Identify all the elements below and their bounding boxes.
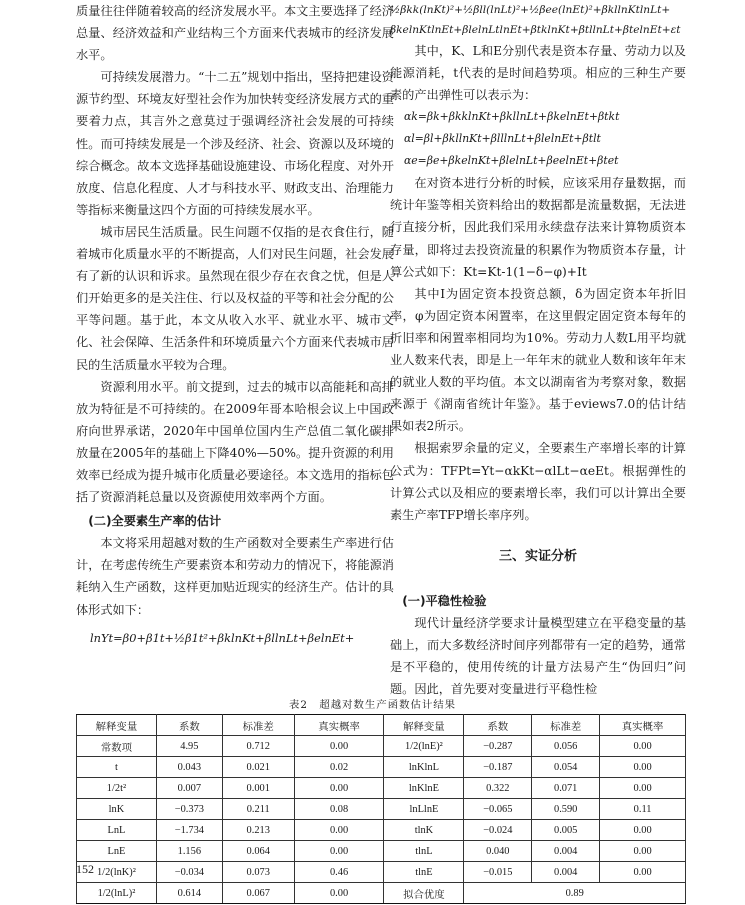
table-cell: −0.065 — [464, 799, 532, 820]
table-cell: −0.287 — [464, 736, 532, 757]
table-cell: tlnE — [384, 862, 464, 883]
table-cell: 0.004 — [532, 841, 600, 862]
table-row — [77, 883, 686, 904]
paragraph-depreciation: 其中I为固定资本投资总额，δ为固定资本年折旧率，φ为固定资本闲置率，在这里假定固定资本每年的折旧率和闲置率相同均为10%。劳动力人数L用平均就业人数来代表，即是上一年年末的就业人数和该年年末的就业人数的平均值。本文以湖南省为考察对象，数据来源于《湖南省统计年鉴》。基于eviews7.0的估计结果如表2所示。 — [390, 286, 686, 434]
table-cell: 1/2(lnL)² — [77, 883, 157, 904]
header-cell: 标准差 — [532, 715, 600, 736]
table-cell: −0.034 — [156, 862, 222, 883]
table-cell: 0.00 — [600, 736, 686, 757]
equation-alpha-l: αl=βl+βkllnKt+βlllnLt+βlelnEt+βtlt — [404, 132, 601, 146]
table-cell: 拟合优度 — [384, 883, 464, 904]
estimation-results-table — [76, 714, 686, 904]
table-cell: 0.021 — [222, 757, 294, 778]
section-heading-empirical: 三、实证分析 — [498, 548, 577, 564]
table-cell: 1/2t² — [77, 778, 157, 799]
table-cell: LnL — [77, 820, 157, 841]
table-cell: 0.00 — [600, 862, 686, 883]
subsection-heading-tfp: (二)全要素生产率的估计 — [88, 514, 222, 529]
header-cell: 解释变量 — [77, 715, 157, 736]
table-row — [77, 736, 686, 757]
table-cell: −0.373 — [156, 799, 222, 820]
table-cell: 0.073 — [222, 862, 294, 883]
paragraph-solow-residual: 根据索罗余量的定义，全要素生产率增长率的计算公式为：TFPt=Yt−αkKt−αlLt−αeEt。根据弹性的计算公式以及相应的要素增长率，我们可以计算出全要素生产率TFP增长率序列。 — [390, 441, 686, 522]
paragraph-variables: 其中，K、L和E分别代表是资本存量、劳动力以及能源消耗，t代表的是时间趋势项。相应的三种生产要素的产出弹性可以表示为： — [390, 44, 686, 103]
equation-translog-part2: ½βkk(lnKt)²+½βll(lnLt)²+½βee(lnEt)²+βkllnKtlnLt+ — [390, 4, 671, 16]
table-caption: 表2 超越对数生产函数估计结果 — [288, 699, 457, 711]
table-cell: −0.187 — [464, 757, 532, 778]
table-cell: 0.071 — [532, 778, 600, 799]
table-cell: −0.015 — [464, 862, 532, 883]
subsection-heading-stationarity: (一)平稳性检验 — [402, 593, 487, 608]
equation-translog-part1: lnYt=β0+β1t+½β1t²+βklnKt+βllnLt+βelnEt+ — [90, 630, 355, 645]
table-cell: 0.004 — [532, 862, 600, 883]
table-cell: 0.001 — [222, 778, 294, 799]
table-cell: 0.040 — [464, 841, 532, 862]
table-cell: lnKlnL — [384, 757, 464, 778]
table-cell: 4.95 — [156, 736, 222, 757]
table-cell: tlnK — [384, 820, 464, 841]
table-cell: 0.211 — [222, 799, 294, 820]
table-cell: 0.00 — [600, 757, 686, 778]
table-cell: 0.712 — [222, 736, 294, 757]
table-cell: 1/2(lnK)² — [77, 862, 157, 883]
header-cell: 标准差 — [222, 715, 294, 736]
table-cell: 0.056 — [532, 736, 600, 757]
table-cell: 0.00 — [600, 778, 686, 799]
table-cell: 0.11 — [600, 799, 686, 820]
table-cell: 0.054 — [532, 757, 600, 778]
equation-alpha-e: αe=βe+βkelnKt+βlelnLt+βeelnEt+βtet — [404, 154, 619, 168]
table-cell: 1.156 — [156, 841, 222, 862]
table-cell: t — [77, 757, 157, 778]
paragraph-economic-level-cont: 质量往往伴随着较高的经济发展水平。本文主要选择了经济总量、经济效益和产业结构三个方面来代表城市的经济发展水平。 — [76, 4, 394, 63]
table-cell: 0.064 — [222, 841, 294, 862]
table-cell: 0.007 — [156, 778, 222, 799]
table-cell: 0.614 — [156, 883, 222, 904]
table-cell: 0.005 — [532, 820, 600, 841]
table-cell: lnLlnE — [384, 799, 464, 820]
table-cell: LnE — [77, 841, 157, 862]
table-cell: 0.322 — [464, 778, 532, 799]
table-cell: −1.734 — [156, 820, 222, 841]
header-cell: 解释变量 — [384, 715, 464, 736]
table-cell: 1/2(lnE)² — [384, 736, 464, 757]
table-cell: 0.00 — [294, 820, 384, 841]
table-cell: 0.00 — [294, 736, 384, 757]
table-cell: 常数项 — [77, 736, 157, 757]
table-row — [77, 841, 686, 862]
table-cell: 0.46 — [294, 862, 384, 883]
paragraph-living-quality: 城市居民生活质量。民生问题不仅指的是衣食住行，随着城市化质量水平的不断提高，人们对民生问题，社会发展有了新的认识和诉求。虽然现在很少存在衣食之忧，但是人们开始更多的是关注住、行以及权益的平等和社会分配的公平等问题。基于此，本文从收入水平、就业水平、城市文化、社会保障、生活条件和环境质量六个方面来代表城市居民的生活质量水平较为合理。 — [76, 224, 394, 372]
header-cell: 系数 — [464, 715, 532, 736]
table-cell: 0.590 — [532, 799, 600, 820]
paragraph-capital-stock: 在对资本进行分析的时候，应该采用存量数据，而统计年鉴等相关资料给出的数据都是流量数据，无法进行直接分析，因此我们采用永续盘存法来计算物质资本存量，即将过去投资流量的积累作为物质资本存量，计算公式如下：Kt=Kt-1(1−δ−φ)+It — [390, 176, 686, 279]
paragraph-sustainability: 可持续发展潜力。“十二五”规划中指出，坚持把建设资源节约型、环境友好型社会作为加快转变经济发展方式的重要着力点，其言外之意莫过于强调经济社会发展的可持续性。而可持续发展是一个涉及经济、社会、资源以及环境的综合概念。故本文选择基础设施建设、市场化程度、对外开放度、信息化程度、人才与科技水平、财政支出、治理能力等指标来衡量这四个方面的可持续发展水平。 — [76, 70, 394, 217]
table-row — [77, 757, 686, 778]
header-cell: 系数 — [156, 715, 222, 736]
page-number: 152 — [76, 862, 94, 876]
left-column — [76, 0, 394, 649]
table-cell: lnKlnE — [384, 778, 464, 799]
table-cell: 0.213 — [222, 820, 294, 841]
table-row — [77, 862, 686, 883]
table-cell: 0.00 — [294, 778, 384, 799]
paragraph-resource-use: 资源利用水平。前文提到，过去的城市以高能耗和高排放为特征是不可持续的。在2009年哥本哈根会议上中国政府向世界承诺，2020年中国单位国内生产总值二氧化碳排放量在2005年的基础上下降40%—50%。提升资源的利用效率已经成为提升城市化质量必要途径。本文选用的指标包括了资源消耗总量以及资源使用效率两个方面。 — [76, 379, 394, 505]
table-cell: 0.02 — [294, 757, 384, 778]
goodness-of-fit-value: 0.89 — [464, 883, 686, 904]
paragraph-translog-intro: 本文将采用超越对数的生产函数对全要素生产率进行估计，在考虑传统生产要素资本和劳动力的情况下，将能源消耗纳入生产函数，这样更加贴近现实的经济生产。估计的具体形式如下： — [76, 536, 394, 617]
equation-alpha-k: αk=βk+βkklnKt+βkllnLt+βkelnEt+βtkt — [404, 110, 620, 124]
table-cell: lnK — [77, 799, 157, 820]
table-cell: 0.00 — [600, 820, 686, 841]
header-cell: 真实概率 — [600, 715, 686, 736]
table-cell: 0.00 — [294, 883, 384, 904]
table-cell: 0.08 — [294, 799, 384, 820]
table-cell: 0.067 — [222, 883, 294, 904]
table-cell: 0.00 — [600, 841, 686, 862]
table-cell: −0.024 — [464, 820, 532, 841]
table-row — [77, 799, 686, 820]
table-cell: tlnL — [384, 841, 464, 862]
paragraph-stationarity: 现代计量经济学要求计量模型建立在平稳变量的基础上，而大多数经济时间序列都带有一定的趋势，通常是不平稳的，使用传统的计量方法易产生“伪回归”问题。因此，首先要对变量进行平稳性检 — [390, 615, 686, 697]
table-row — [77, 820, 686, 841]
table-row — [77, 778, 686, 799]
right-column — [390, 0, 686, 700]
header-cell: 真实概率 — [294, 715, 384, 736]
table-header-row — [77, 715, 686, 736]
table-cell: 0.00 — [294, 841, 384, 862]
equation-translog-part3: βkelnKtlnEt+βlelnLtlnEt+βtklnKt+βtllnLt+βtelnEt+εt — [390, 24, 681, 36]
table-cell: 0.043 — [156, 757, 222, 778]
